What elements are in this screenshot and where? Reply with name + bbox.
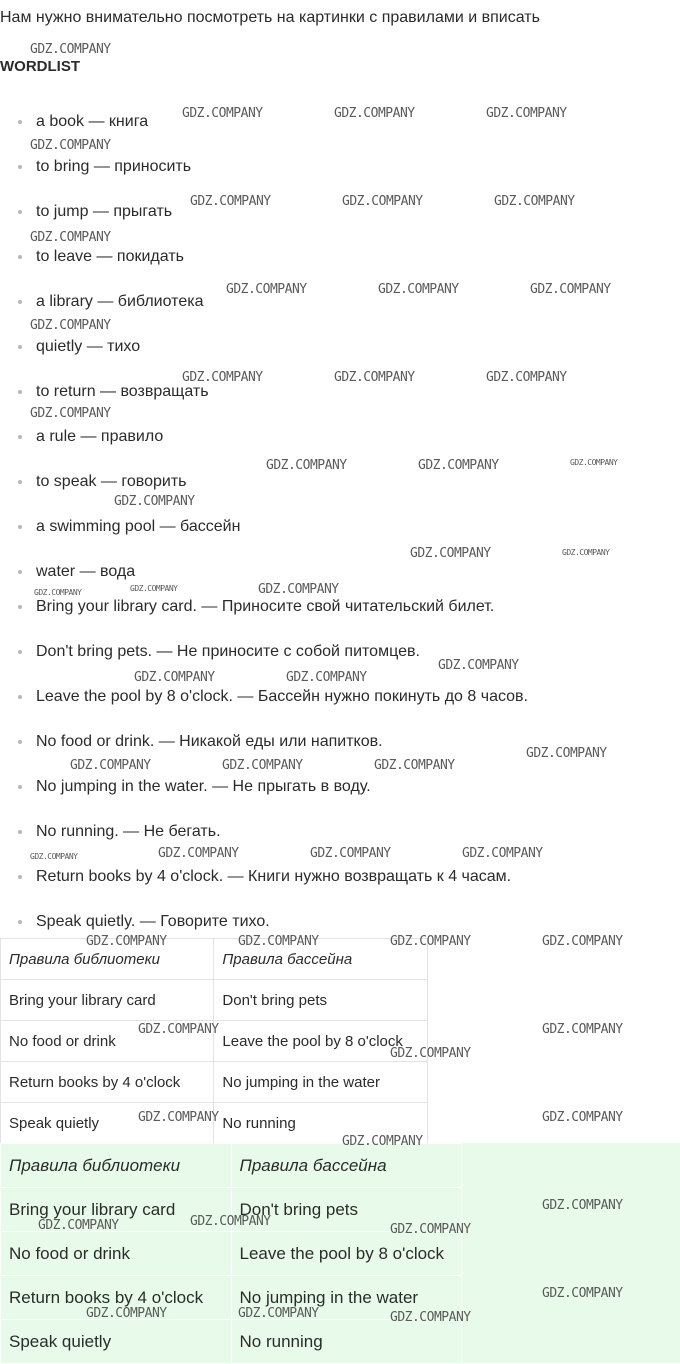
bullet-icon (18, 650, 22, 654)
watermark-text: GDZ.COMPANY (138, 1022, 219, 1037)
watermark-text: GDZ.COMPANY (182, 370, 263, 385)
watermark-text: GDZ.COMPANY (86, 1306, 167, 1321)
watermark-text: GDZ.COMPANY (542, 934, 623, 949)
watermark-text: GDZ.COMPANY (334, 106, 415, 121)
watermark-text: GDZ.COMPANY (158, 846, 239, 861)
table-row (1, 1232, 462, 1276)
watermark-text: GDZ.COMPANY (34, 588, 82, 597)
table-cell: No running (214, 1103, 428, 1144)
table-cell: Return books by 4 o'clock (1, 1062, 214, 1103)
watermark-text: GDZ.COMPANY (390, 1046, 471, 1061)
watermark-text: GDZ.COMPANY (238, 934, 319, 949)
table-cell: Don't bring pets (214, 980, 428, 1021)
watermark-text: GDZ.COMPANY (542, 1198, 623, 1213)
bullet-icon (18, 345, 22, 349)
watermark-text: GDZ.COMPANY (462, 846, 543, 861)
watermark-text: GDZ.COMPANY (310, 846, 391, 861)
watermark-text: GDZ.COMPANY (238, 1306, 319, 1321)
wordlist-heading: WORDLIST (0, 58, 80, 75)
bullet-icon (18, 605, 22, 609)
watermark-text: GDZ.COMPANY (130, 584, 178, 593)
watermark-text: GDZ.COMPANY (226, 282, 307, 297)
bullet-icon (18, 740, 22, 744)
watermark-text: GDZ.COMPANY (486, 370, 567, 385)
watermark-text: GDZ.COMPANY (70, 758, 151, 773)
table-header-cell: Правила бассейна (214, 939, 428, 980)
watermark-text: GDZ.COMPANY (562, 548, 610, 557)
bullet-icon (18, 785, 22, 789)
intro-text: Нам нужно внимательно посмотреть на картинки с правилами и вписать (0, 9, 540, 26)
watermark-text: GDZ.COMPANY (542, 1022, 623, 1037)
watermark-text: GDZ.COMPANY (418, 458, 499, 473)
table-header-row (1, 1144, 462, 1188)
table-cell: No food or drink (1, 1021, 214, 1062)
watermark-text: GDZ.COMPANY (342, 194, 423, 209)
watermark-text: GDZ.COMPANY (30, 406, 111, 421)
watermark-text: GDZ.COMPANY (334, 370, 415, 385)
watermark-text: GDZ.COMPANY (390, 934, 471, 949)
watermark-text: GDZ.COMPANY (30, 318, 111, 333)
bullet-icon (18, 695, 22, 699)
watermark-text: GDZ.COMPANY (30, 230, 111, 245)
watermark-text: GDZ.COMPANY (390, 1310, 471, 1325)
table-cell: Bring your library card (1, 1188, 232, 1232)
watermark-text: GDZ.COMPANY (342, 1134, 423, 1149)
table-cell: Speak quietly (1, 1320, 232, 1364)
watermark-text: GDZ.COMPANY (542, 1110, 623, 1125)
watermark-text: GDZ.COMPANY (526, 746, 607, 761)
table-header-row (1, 939, 428, 980)
watermark-text: GDZ.COMPANY (258, 582, 339, 597)
watermark-text: GDZ.COMPANY (86, 934, 167, 949)
table-header-cell: Правила бассейна (231, 1144, 462, 1188)
bullet-icon (18, 300, 22, 304)
watermark-text: GDZ.COMPANY (114, 494, 195, 509)
watermark-text: GDZ.COMPANY (190, 1214, 271, 1229)
bullet-icon (18, 435, 22, 439)
bullet-icon (18, 525, 22, 529)
watermark-text: GDZ.COMPANY (374, 758, 455, 773)
watermark-text: GDZ.COMPANY (286, 670, 367, 685)
bullet-icon (18, 210, 22, 214)
bullet-icon (18, 165, 22, 169)
table-cell: Don't bring pets (231, 1188, 462, 1232)
watermark-text: GDZ.COMPANY (134, 670, 215, 685)
table-cell: No running (231, 1320, 462, 1364)
bullet-icon (18, 390, 22, 394)
bullet-icon (18, 480, 22, 484)
watermark-text: GDZ.COMPANY (266, 458, 347, 473)
watermark-text: GDZ.COMPANY (182, 106, 263, 121)
watermark-text: GDZ.COMPANY (410, 546, 491, 561)
bullet-icon (18, 570, 22, 574)
table-row (1, 980, 428, 1021)
watermark-text: GDZ.COMPANY (486, 106, 567, 121)
table-row (1, 1320, 462, 1364)
watermark-text: GDZ.COMPANY (30, 138, 111, 153)
bullet-icon (18, 255, 22, 259)
watermark-text: GDZ.COMPANY (138, 1110, 219, 1125)
table-header-cell: Правила библиотеки (1, 939, 214, 980)
watermark-text: GDZ.COMPANY (542, 1286, 623, 1301)
answer-table (0, 1143, 462, 1364)
watermark-text: GDZ.COMPANY (438, 658, 519, 673)
watermark-text: GDZ.COMPANY (494, 194, 575, 209)
watermark-text: GDZ.COMPANY (222, 758, 303, 773)
bullet-icon (18, 920, 22, 924)
watermark-text: GDZ.COMPANY (38, 1218, 119, 1233)
table-cell: Speak quietly (1, 1103, 214, 1144)
watermark-text: GDZ.COMPANY (30, 852, 78, 861)
table-cell: No jumping in the water (231, 1276, 462, 1320)
table-cell: No jumping in the water (214, 1062, 428, 1103)
watermark-text: GDZ.COMPANY (390, 1222, 471, 1237)
table-row (1, 1062, 428, 1103)
watermark-text: GDZ.COMPANY (30, 42, 111, 57)
table-header-cell: Правила библиотеки (1, 1144, 232, 1188)
table-cell: Return books by 4 o'clock (1, 1276, 232, 1320)
bullet-icon (18, 830, 22, 834)
watermark-text: GDZ.COMPANY (378, 282, 459, 297)
table-cell: Leave the pool by 8 o'clock (231, 1232, 462, 1276)
table-cell: Leave the pool by 8 o'clock (214, 1021, 428, 1062)
bullet-icon (18, 120, 22, 124)
watermark-text: GDZ.COMPANY (570, 458, 618, 467)
table-cell: No food or drink (1, 1232, 232, 1276)
table-cell: Bring your library card (1, 980, 214, 1021)
watermark-text: GDZ.COMPANY (190, 194, 271, 209)
watermark-text: GDZ.COMPANY (530, 282, 611, 297)
bullet-icon (18, 875, 22, 879)
